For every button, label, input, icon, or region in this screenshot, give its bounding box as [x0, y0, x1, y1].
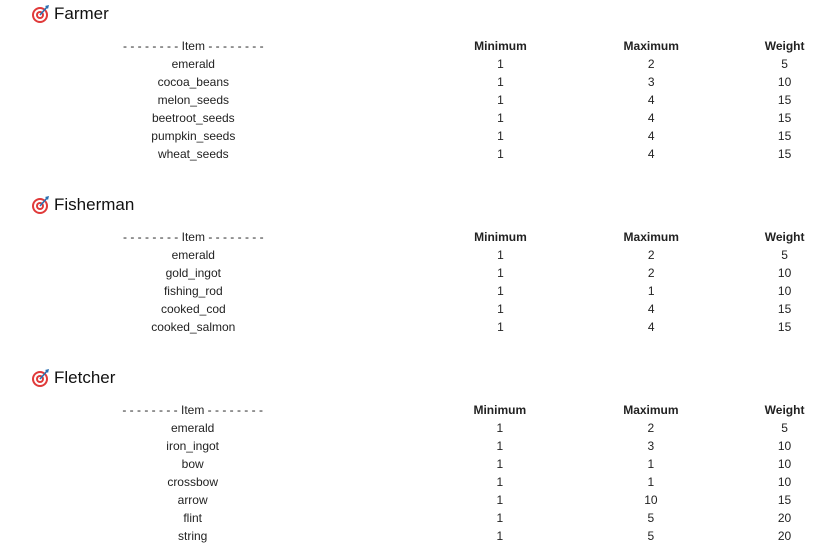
column-header-minimum: Minimum [474, 230, 527, 244]
table-row [120, 491, 816, 509]
column-header-item: - - - - - - - - Item - - - - - - - - [123, 230, 264, 244]
item-name-cell: melon_seeds [157, 93, 229, 107]
table-header-row [120, 228, 816, 246]
table-row [120, 419, 816, 437]
spacer-cell [267, 55, 452, 73]
minimum-cell: 1 [496, 475, 504, 489]
table-row [120, 437, 816, 455]
table-row [120, 318, 816, 336]
item-name-cell: string [177, 529, 208, 543]
table-row [120, 55, 816, 73]
maximum-cell: 4 [647, 93, 655, 107]
weight-cell: 10 [777, 457, 792, 471]
item-name-cell: pumpkin_seeds [151, 129, 236, 143]
section-title: Fletcher [54, 368, 116, 387]
spacer-cell [265, 419, 451, 437]
spacer-cell [267, 300, 452, 318]
column-header-item: - - - - - - - - Item - - - - - - - - [123, 39, 264, 53]
table-row [120, 300, 816, 318]
maximum-cell: 1 [647, 284, 655, 298]
column-header-weight: Weight [764, 230, 805, 244]
target-icon [30, 368, 50, 388]
minimum-cell: 1 [497, 129, 504, 143]
minimum-cell: 1 [496, 493, 504, 507]
weight-cell: 15 [777, 93, 792, 107]
weight-cell: 15 [777, 111, 792, 125]
item-name-cell: flint [183, 511, 202, 525]
item-name-cell: cocoa_beans [157, 75, 229, 89]
column-spacer [265, 401, 451, 419]
weight-cell: 15 [777, 129, 792, 143]
weight-cell: 10 [777, 439, 792, 453]
weight-cell: 10 [777, 475, 792, 489]
section-header [30, 367, 115, 389]
spacer-cell [265, 527, 451, 545]
minimum-cell: 1 [497, 147, 504, 161]
table-row [120, 109, 816, 127]
item-name-cell: bow [181, 457, 204, 471]
minimum-cell: 1 [497, 93, 504, 107]
maximum-cell: 2 [647, 266, 655, 280]
table-row [120, 282, 816, 300]
spacer-cell [265, 509, 451, 527]
weight-cell: 10 [777, 75, 792, 89]
table-row [120, 509, 816, 527]
weight-cell: 15 [777, 493, 792, 507]
spacer-cell [267, 91, 452, 109]
table-row [120, 91, 816, 109]
maximum-cell: 4 [647, 129, 655, 143]
maximum-cell: 10 [644, 493, 658, 507]
maximum-cell: 3 [647, 439, 655, 453]
table-row [120, 246, 816, 264]
item-name-cell: cooked_cod [160, 302, 226, 316]
minimum-cell: 1 [496, 439, 504, 453]
table-row [120, 455, 816, 473]
item-name-cell: wheat_seeds [157, 147, 229, 161]
spacer-cell [267, 127, 452, 145]
minimum-cell: 1 [497, 248, 504, 262]
weight-cell: 10 [777, 284, 792, 298]
minimum-cell: 1 [497, 320, 504, 334]
table-header-row [120, 401, 816, 419]
section-title: Farmer [54, 4, 109, 23]
spacer-cell [267, 109, 452, 127]
minimum-cell: 1 [496, 511, 504, 525]
maximum-cell: 2 [647, 57, 655, 71]
maximum-cell: 1 [647, 475, 655, 489]
minimum-cell: 1 [497, 111, 504, 125]
spacer-cell [265, 491, 451, 509]
weight-cell: 20 [777, 529, 792, 543]
table-row [120, 527, 816, 545]
minimum-cell: 1 [496, 529, 504, 543]
item-name-cell: fishing_rod [163, 284, 223, 298]
column-header-minimum: Minimum [474, 39, 527, 53]
table-row [120, 73, 816, 91]
table-row [120, 473, 816, 491]
weight-cell: 5 [781, 421, 788, 435]
spacer-cell [267, 318, 452, 336]
weight-cell: 15 [777, 320, 792, 334]
item-name-cell: beetroot_seeds [151, 111, 235, 125]
item-name-cell: gold_ingot [165, 266, 221, 280]
minimum-cell: 1 [497, 75, 504, 89]
column-header-weight: Weight [764, 403, 805, 417]
weight-cell: 5 [781, 57, 788, 71]
weight-cell: 15 [777, 302, 792, 316]
weight-cell: 5 [781, 248, 788, 262]
weight-cell: 10 [777, 266, 792, 280]
section-header [30, 194, 134, 216]
maximum-cell: 4 [647, 111, 655, 125]
table-row [120, 264, 816, 282]
minimum-cell: 1 [496, 457, 504, 471]
spacer-cell [267, 246, 452, 264]
item-name-cell: arrow [177, 493, 208, 507]
maximum-cell: 4 [647, 302, 655, 316]
column-spacer [267, 228, 452, 246]
target-icon [30, 195, 50, 215]
column-spacer [267, 37, 452, 55]
column-header-maximum: Maximum [623, 403, 679, 417]
column-header-minimum: Minimum [473, 403, 527, 417]
maximum-cell: 2 [647, 248, 655, 262]
maximum-cell: 1 [647, 457, 655, 471]
loot-table [120, 228, 816, 336]
table-row [120, 145, 816, 163]
spacer-cell [267, 264, 452, 282]
item-name-cell: cooked_salmon [151, 320, 236, 334]
column-header-maximum: Maximum [623, 39, 679, 53]
maximum-cell: 5 [647, 529, 655, 543]
maximum-cell: 4 [647, 147, 655, 161]
item-name-cell: crossbow [167, 475, 218, 489]
table-header-row [120, 37, 816, 55]
section-title: Fisherman [54, 195, 135, 214]
maximum-cell: 5 [647, 511, 655, 525]
item-name-cell: emerald [170, 421, 215, 435]
loot-table [120, 37, 816, 163]
item-name-cell: emerald [171, 57, 215, 71]
spacer-cell [267, 145, 452, 163]
column-header-weight: Weight [764, 39, 805, 53]
table-row [120, 127, 816, 145]
spacer-cell [267, 282, 452, 300]
maximum-cell: 3 [647, 75, 655, 89]
loot-table [120, 401, 816, 545]
column-header-maximum: Maximum [623, 230, 679, 244]
spacer-cell [265, 437, 451, 455]
minimum-cell: 1 [497, 302, 504, 316]
spacer-cell [265, 473, 451, 491]
minimum-cell: 1 [497, 57, 504, 71]
item-name-cell: iron_ingot [166, 439, 220, 453]
section-header [30, 3, 109, 25]
weight-cell: 20 [777, 511, 792, 525]
column-header-item: - - - - - - - - Item - - - - - - - - [122, 403, 263, 417]
maximum-cell: 4 [647, 320, 655, 334]
spacer-cell [267, 73, 452, 91]
spacer-cell [265, 455, 451, 473]
minimum-cell: 1 [496, 421, 504, 435]
minimum-cell: 1 [497, 284, 504, 298]
weight-cell: 15 [777, 147, 792, 161]
minimum-cell: 1 [497, 266, 504, 280]
target-icon [30, 4, 50, 24]
item-name-cell: emerald [171, 248, 215, 262]
maximum-cell: 2 [647, 421, 655, 435]
